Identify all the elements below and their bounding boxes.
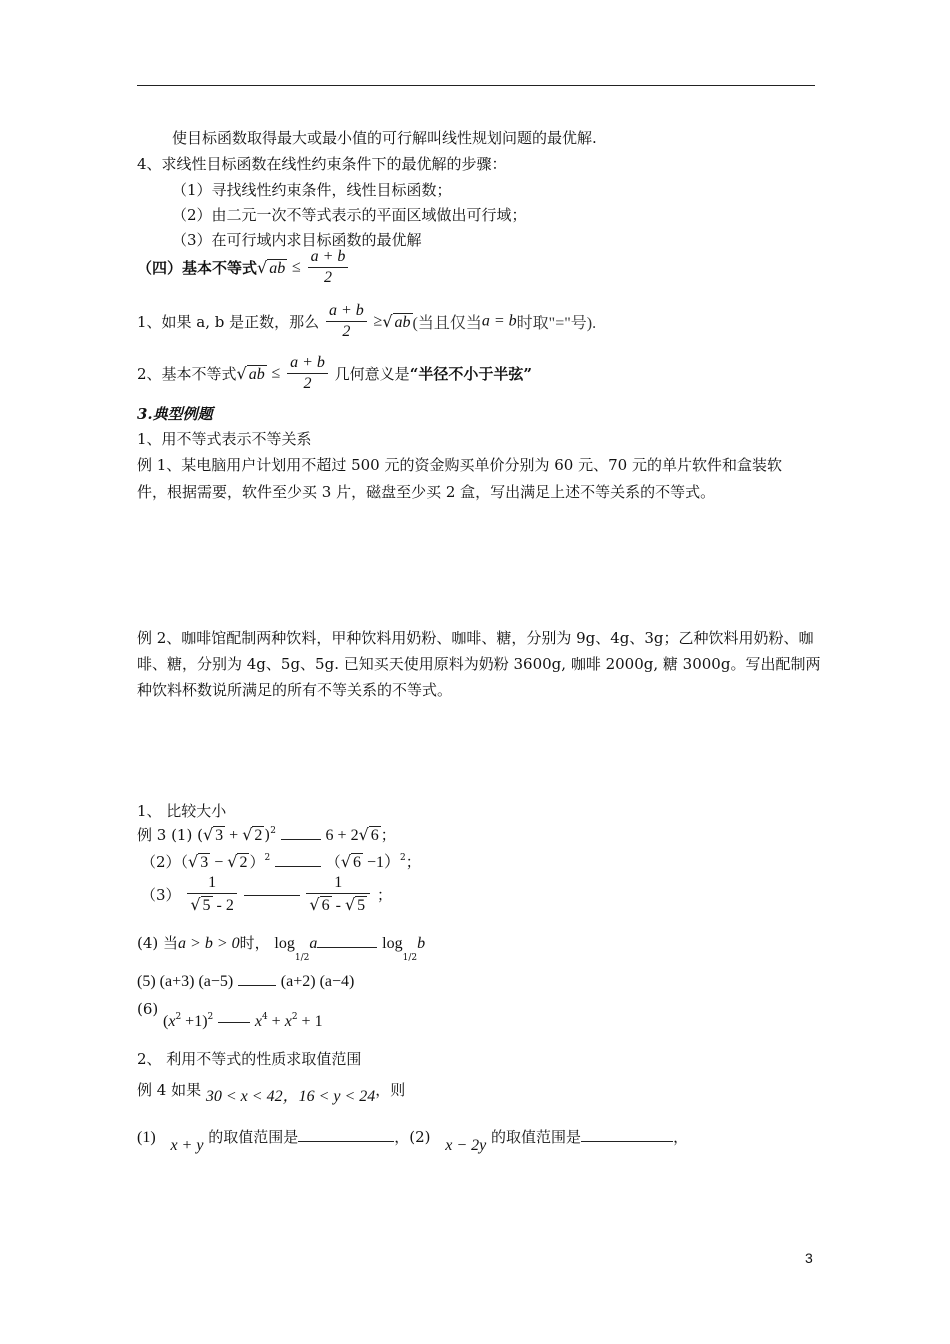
example2-line3: 种饮料杯数说所满足的所有不等关系的不等式。	[137, 681, 453, 699]
intro-line1: 使目标函数取得最大或最小值的可行解叫线性规划问题的最优解.	[172, 129, 597, 147]
example2-line2: 啡、糖，分别为 4g、5g、5g. 已知买天使用原料为奶粉 3600g, 咖啡 2000g, 糖 3000g。写出配制两	[137, 655, 821, 673]
example4-condition: 例 4 如果 30 < x < 42，16 < y < 24，则	[137, 1081, 406, 1105]
example3-part6-label: (6)	[137, 1000, 159, 1018]
example1-line2: 件，根据需要，软件至少买 3 片，磁盘至少买 2 盒，写出满足上述不等关系的不等式。	[137, 483, 716, 501]
example3-part3: （3） $\frac{1}{√ 5 - 2}$ $\frac{1}{√ 6 - √ 5}$ ；	[141, 874, 392, 914]
example3-part2: （2）（√ 3 − √ 2 ）$^2$ （√ 6 −1）$^2$；	[141, 852, 421, 871]
fraction-a-plus-b-over-2: $\frac{a + b}{2}$	[308, 248, 349, 287]
example1-line1: 例 1、某电脑用户计划用不超过 500 元的资金购买单价分别为 60 元、70 元的单片软件和盒装软	[137, 456, 782, 474]
page-number: 3	[805, 1250, 813, 1266]
example4-questions: (1) x + y 的取值范围是 ，(2) x − 2y 的取值范围是 ，	[137, 1128, 689, 1154]
example3-part1: 例 3 (1) (√ 3 + √ 2 )$^2$ 6 + 2√ 6 ；	[137, 825, 396, 844]
section4-item1: 1、如果 a, b 是正数，那么 $\frac{a + b}{2}$ ≥√ ab (当且仅当a = b时取"="号).	[137, 302, 597, 340]
steps-title: 4、求线性目标函数在线性约束条件下的最优解的步骤：	[137, 155, 507, 173]
example3-part5: (5) (a+3) (a−5) (a+2) (a−4)	[137, 973, 355, 990]
step-2: （2）由二元一次不等式表示的平面区域做出可行域；	[172, 206, 527, 224]
section4-item2: 2、基本不等式√ ab ≤ $\frac{a + b}{2}$ 几何意义是“半径不小于半弦”	[137, 354, 532, 392]
step-3: （3）在可行域内求目标函数的最优解	[172, 231, 422, 249]
header-rule	[137, 85, 815, 86]
example3-part4: (4) 当a > b > 0时， $\log_{1/2}a$ $\log_{1/2}b$	[137, 934, 426, 963]
sqrt-ab: √ ab	[257, 257, 286, 277]
sub-heading-compare: 1、 比较大小	[137, 802, 227, 820]
example3-part6: $(x^2 +1)^2$ $x^4 + x^2 + 1$	[163, 1012, 323, 1030]
example2-line1: 例 2、咖啡馆配制两种饮料，甲种饮料用奶粉、咖啡、糖，分别为 9g、4g、3g；乙种饮料用奶粉、咖	[137, 629, 814, 647]
section3-heading: 3.典型例题	[137, 405, 213, 423]
section4-heading: （四）基本不等式√ ab ≤ $\frac{a + b}{2}$	[137, 248, 350, 287]
sub-heading-1: 1、用不等式表示不等关系	[137, 430, 312, 448]
sub-heading-ranges: 2、 利用不等式的性质求取值范围	[137, 1050, 362, 1068]
step-1: （1）寻找线性约束条件，线性目标函数；	[172, 181, 452, 199]
